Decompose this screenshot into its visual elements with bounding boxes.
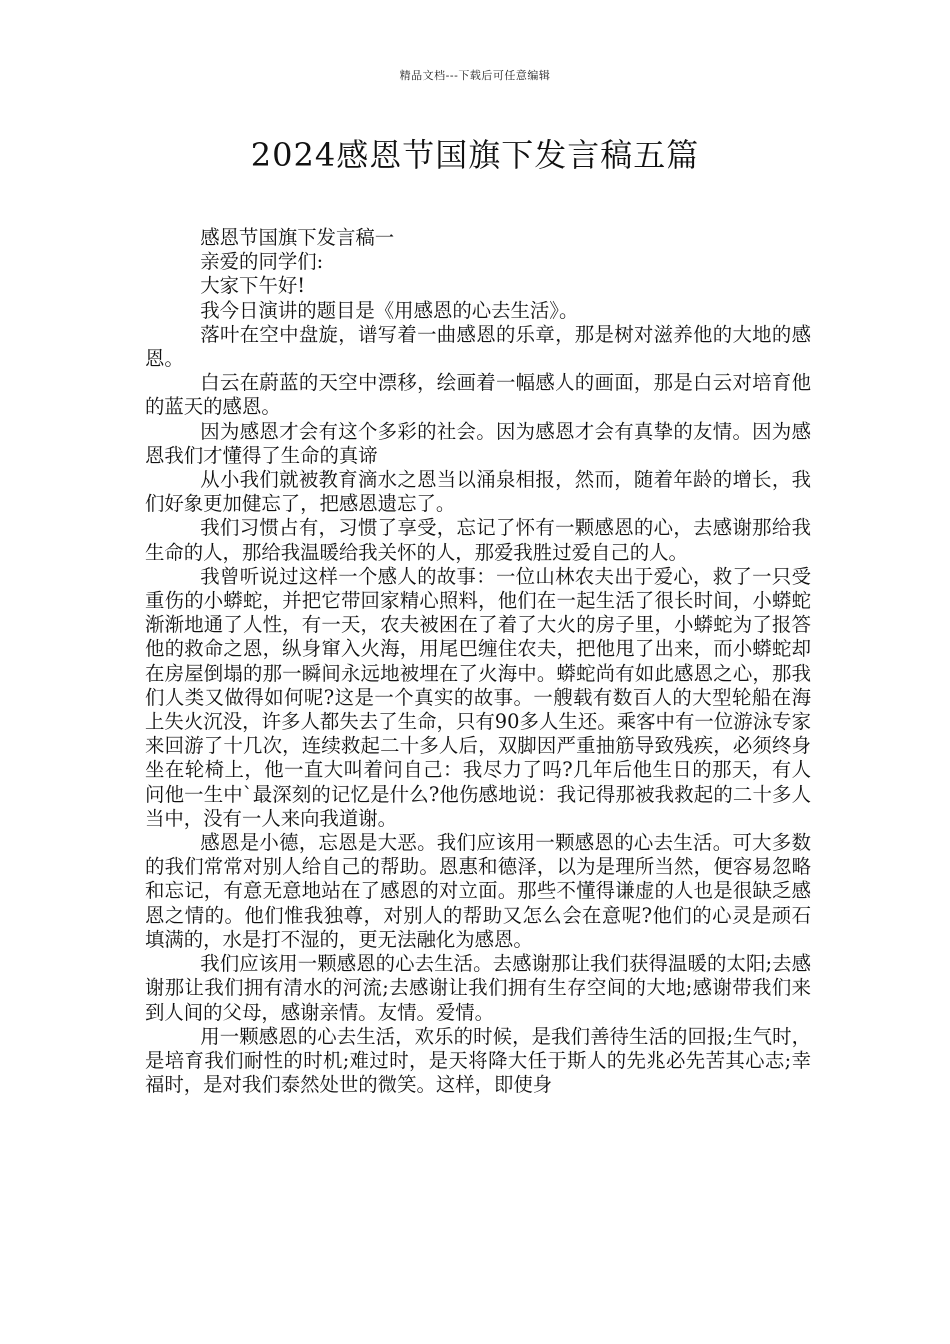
header-note: 精品文档---下载后可任意编辑: [399, 69, 551, 82]
greeting: 大家下午好!: [200, 274, 306, 298]
paragraph: 从小我们就被教育滴水之恩当以涌泉相报，然而，随着年龄的增长，我们好象更加健忘了，把感恩遗忘了。: [145, 468, 811, 516]
document-title: 2024感恩节国旗下发言稿五篇: [250, 136, 700, 174]
paragraph: 因为感恩才会有这个多彩的社会。因为感恩才会有真挚的友情。因为感恩我们才懂得了生命的真谛: [145, 419, 811, 467]
section-heading: 感恩节国旗下发言稿一: [200, 226, 395, 249]
paragraph: 我今日演讲的题目是《用感恩的心去生活》。: [200, 298, 579, 322]
paragraph: 用一颗感恩的心去生活，欢乐的时候，是我们善待生活的回报;生气时，是培育我们耐性的时机;难过时，是天将降大任于斯人的先兆必先苦其心志;幸福时，是对我们泰然处世的微笑。这样，即使身: [145, 1024, 811, 1097]
paragraph: 白云在蔚蓝的天空中漂移，绘画着一幅感人的画面，那是白云对培育他的蓝天的感恩。: [145, 371, 811, 419]
document-body: [145, 226, 811, 1097]
salutation: 亲爱的同学们:: [200, 250, 324, 274]
paragraph: 我们应该用一颗感恩的心去生活。去感谢那让我们获得温暖的太阳;去感谢那让我们拥有清水的河流;去感谢让我们拥有生存空间的大地;感谢带我们来到人间的父母，感谢亲情。友情。爱情。: [145, 952, 811, 1024]
paragraph: 感恩是小德，忘恩是大恶。我们应该用一颗感恩的心去生活。可大多数的我们常常对别人给自己的帮助。恩惠和德泽，以为是理所当然，便容易忽略和忘记，有意无意地站在了感恩的对立面。那些不懂得谦虚的人也是很缺乏感恩之情的。他们惟我独尊，对别人的帮助又怎么会在意呢?他们的心灵是顽石填满的，水是打不湿的，更无法融化为感恩。: [145, 831, 811, 951]
paragraph: 落叶在空中盘旋，谱写着一曲感恩的乐章，那是树对滋养他的大地的感恩。: [145, 322, 811, 371]
paragraph: 我曾听说过这样一个感人的故事：一位山林农夫出于爱心，救了一只受重伤的小蟒蛇，并把它带回家精心照料，他们在一起生活了很长时间，小蟒蛇渐渐地通了人性，有一天，农夫被困在了着了大火的房子里，小蟒蛇为了报答他的救命之恩，纵身窜入火海，用尾巴缠住农夫，把他甩了出来，而小蟒蛇却在房屋倒塌的那一瞬间永远地被埋在了火海中。蟒蛇尚有如此感恩之心，那我们人类又做得如何呢?这是一个真实的故事。一艘载有数百人的大型轮船在海上失火沉没，许多人都失去了生命，只有90多人生还。乘客中有一位游泳专家来回游了十几次，连续救起二十多人后，双脚因严重抽筋导致残疾，必须终身坐在轮椅上，他一直大叫着问自己：我尽力了吗?几年后他生日的那天，有人问他一生中`最深刻的记忆是什么?他伤感地说：我记得那被我救起的二十多人当中，没有一人来向我道谢。: [145, 564, 811, 830]
paragraph: 我们习惯占有，习惯了享受，忘记了怀有一颗感恩的心，去感谢那给我生命的人，那给我温暖给我关怀的人，那爱我胜过爱自己的人。: [145, 516, 811, 564]
